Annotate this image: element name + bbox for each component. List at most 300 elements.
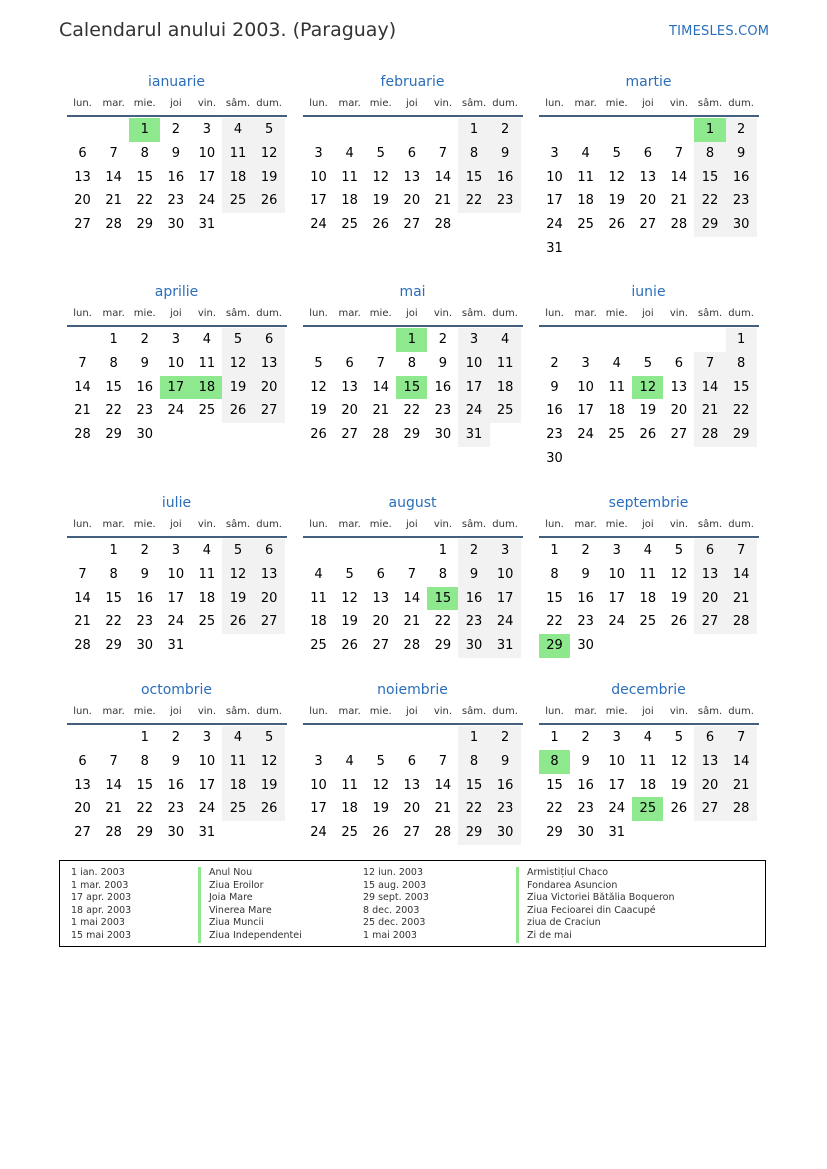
day-cell: 27 (694, 610, 725, 634)
day-cell: 31 (458, 423, 489, 447)
day-cell: 13 (403, 777, 421, 793)
day-cell: 25 (310, 638, 327, 654)
day-cell: 31 (198, 825, 216, 841)
day-cell: 22 (434, 614, 452, 630)
day-cell: 7 (407, 566, 416, 582)
day-cell: 11 (222, 142, 253, 166)
weekday-label: mar. (102, 308, 125, 319)
day-cell: 26 (341, 638, 358, 654)
day-cell: 12 (670, 566, 688, 582)
day-cell: 5 (612, 145, 621, 161)
month-iulie (67, 492, 289, 658)
day-cell: 22 (403, 403, 421, 419)
weekday-label: joi (169, 98, 182, 109)
day-cell: 3 (581, 355, 590, 371)
empty-cell (67, 539, 98, 563)
day-cell: 1 (458, 118, 489, 142)
legend-holiday-name: Armistițiul Chaco (516, 867, 608, 880)
day-cell: 8 (550, 566, 559, 582)
legend-date: 1 mar. 2003 (71, 879, 129, 891)
header-rule (539, 115, 759, 117)
weekday-label: mie. (133, 308, 156, 319)
day-cell: 12 (341, 590, 358, 606)
day-cell: 1 (550, 730, 559, 745)
day-cell: 17 (458, 376, 489, 400)
legend-date: 8 dec. 2003 (363, 904, 420, 916)
day-cell: 12 (608, 169, 625, 185)
day-cell: 3 (202, 122, 212, 137)
day-cell: 10 (310, 169, 327, 185)
day-cell: 28 (74, 638, 91, 654)
weekday-label: lun. (73, 706, 92, 717)
header-rule (67, 723, 287, 725)
day-cell: 10 (198, 753, 216, 769)
weekday-label: lun. (73, 519, 92, 530)
month-name: septembrie (608, 495, 689, 511)
day-cell: 12 (254, 750, 285, 774)
day-cell: 29 (726, 423, 757, 447)
day-cell: 29 (694, 213, 725, 237)
empty-cell (663, 328, 694, 352)
header-rule (539, 723, 759, 725)
day-cell: 18 (639, 777, 657, 793)
empty-cell (334, 118, 365, 142)
empty-cell (570, 328, 601, 352)
legend-holiday-name: Zi de mai (516, 930, 572, 943)
day-cell: 24 (167, 614, 185, 630)
day-cell: 18 (608, 403, 625, 419)
weekday-label: joi (405, 308, 418, 319)
weekday-label: mar. (338, 308, 361, 319)
weekday-label: vin. (433, 519, 453, 530)
day-cell: 6 (345, 355, 354, 371)
day-cell: 15 (458, 774, 489, 798)
day-cell: 30 (136, 638, 153, 654)
day-cell: 3 (458, 328, 489, 352)
day-cell: 16 (167, 777, 185, 793)
day-cell: 16 (577, 777, 594, 793)
day-cell: 22 (458, 797, 489, 821)
day-cell: 4 (643, 730, 652, 745)
day-cell: 26 (639, 427, 657, 443)
day-cell: 15 (136, 777, 153, 793)
day-cell: 5 (674, 543, 684, 558)
day-cell: 23 (726, 189, 757, 213)
day-cell: 21 (74, 403, 91, 419)
day-cell: 26 (608, 217, 625, 233)
weekday-label: lun. (545, 98, 564, 109)
day-cell: 25 (608, 427, 625, 443)
day-cell: 15 (458, 166, 489, 190)
day-grid (539, 118, 761, 261)
day-cell: 25 (341, 825, 358, 841)
day-cell: 18 (310, 614, 327, 630)
day-cell: 23 (490, 797, 521, 821)
brand-link[interactable]: TIMESLES.COM (669, 24, 770, 39)
day-cell: 27 (403, 825, 421, 841)
empty-cell (663, 118, 694, 142)
empty-cell (427, 118, 458, 142)
empty-cell (303, 726, 334, 750)
weekday-label: sâm. (697, 98, 723, 109)
day-cell: 11 (310, 590, 327, 606)
holiday-day-cell: 15 (396, 376, 427, 400)
day-cell: 21 (74, 614, 91, 630)
weekday-label: joi (405, 519, 418, 530)
weekday-label: sâm. (225, 706, 251, 717)
day-cell: 9 (550, 379, 559, 395)
day-cell: 28 (670, 217, 688, 233)
day-cell: 28 (434, 217, 452, 233)
empty-cell (303, 118, 334, 142)
day-cell: 2 (458, 539, 489, 563)
day-cell: 28 (372, 427, 389, 443)
weekday-label: dum. (728, 98, 754, 109)
day-cell: 28 (726, 610, 757, 634)
day-cell: 19 (222, 376, 253, 400)
month-name: aprilie (154, 284, 199, 300)
day-cell: 11 (198, 355, 216, 371)
month-name: ianuarie (147, 74, 206, 90)
day-cell: 24 (167, 403, 185, 419)
empty-cell (427, 726, 458, 750)
day-cell: 11 (222, 750, 253, 774)
day-cell: 2 (140, 543, 149, 558)
day-cell: 30 (136, 427, 153, 443)
day-cell: 18 (639, 590, 657, 606)
day-cell: 9 (171, 753, 180, 769)
weekday-label: vin. (197, 98, 217, 109)
day-cell: 17 (608, 590, 625, 606)
weekday-label: mie. (369, 308, 392, 319)
weekday-label: mie. (369, 519, 392, 530)
day-cell: 28 (74, 427, 91, 443)
day-cell: 19 (222, 587, 253, 611)
day-cell: 9 (581, 753, 590, 769)
weekday-label: mar. (574, 98, 597, 109)
month-name: martie (625, 74, 672, 90)
day-cell: 27 (403, 217, 421, 233)
weekday-label: mie. (605, 308, 628, 319)
day-cell: 17 (577, 403, 594, 419)
day-cell: 22 (105, 403, 122, 419)
day-cell: 1 (438, 543, 448, 558)
page-title: Calendarul anului 2003. (Paraguay) (59, 19, 397, 41)
day-cell: 9 (458, 563, 489, 587)
day-cell: 2 (490, 118, 521, 142)
day-cell: 27 (694, 797, 725, 821)
weekday-label: vin. (669, 519, 689, 530)
day-cell: 19 (254, 774, 285, 798)
empty-cell (67, 328, 98, 352)
weekday-label: sâm. (225, 519, 251, 530)
day-cell: 20 (254, 376, 285, 400)
day-cell: 14 (726, 750, 757, 774)
day-cell: 27 (74, 825, 91, 841)
legend-holiday-name: ziua de Craciun (516, 917, 601, 930)
day-cell: 12 (372, 777, 389, 793)
weekday-header (539, 514, 761, 536)
day-cell: 5 (222, 328, 253, 352)
day-grid (67, 539, 289, 658)
legend-date: 25 dec. 2003 (363, 917, 426, 929)
day-cell: 26 (310, 427, 327, 443)
day-cell: 8 (109, 355, 118, 371)
day-cell: 4 (314, 566, 323, 582)
weekday-label: lun. (545, 706, 564, 717)
day-cell: 13 (74, 169, 91, 185)
day-cell: 1 (140, 730, 149, 745)
weekday-header (67, 514, 289, 536)
day-cell: 23 (490, 189, 521, 213)
empty-cell (632, 118, 663, 142)
day-cell: 7 (109, 753, 118, 769)
day-cell: 26 (670, 614, 688, 630)
day-cell: 7 (109, 145, 118, 161)
weekday-label: dum. (256, 519, 282, 530)
day-cell: 12 (670, 753, 688, 769)
day-cell: 10 (198, 145, 216, 161)
day-cell: 17 (310, 193, 327, 209)
day-cell: 26 (222, 399, 253, 423)
holiday-day-cell: 8 (539, 750, 570, 774)
day-cell: 8 (438, 566, 448, 582)
day-cell: 23 (136, 614, 153, 630)
weekday-label: vin. (197, 706, 217, 717)
day-cell: 24 (198, 801, 216, 817)
day-cell: 16 (136, 590, 153, 606)
weekday-label: sâm. (225, 308, 251, 319)
legend-date: 1 mai 2003 (363, 930, 417, 941)
legend-holiday-name: Ziua Independentei (198, 930, 302, 943)
day-cell: 28 (105, 217, 122, 233)
day-cell: 20 (639, 193, 657, 209)
month-martie (539, 71, 761, 261)
day-cell: 17 (198, 777, 216, 793)
month-name: iunie (631, 284, 666, 300)
weekday-label: vin. (197, 519, 217, 530)
day-cell: 31 (546, 240, 563, 256)
day-cell: 25 (198, 403, 216, 419)
day-cell: 18 (341, 193, 358, 209)
day-cell: 15 (546, 590, 563, 606)
month-name: decembrie (611, 682, 686, 698)
day-cell: 25 (341, 217, 358, 233)
day-cell: 5 (314, 355, 323, 371)
empty-cell (539, 328, 570, 352)
day-cell: 30 (490, 821, 521, 845)
empty-cell (365, 726, 396, 750)
weekday-label: dum. (492, 308, 518, 319)
day-cell: 6 (694, 726, 725, 750)
empty-cell (303, 328, 334, 352)
legend-date: 29 sept. 2003 (363, 892, 429, 904)
weekday-header (539, 701, 761, 723)
day-cell: 24 (608, 614, 625, 630)
day-cell: 18 (198, 590, 216, 606)
day-grid (67, 726, 289, 845)
day-cell: 20 (74, 193, 91, 209)
day-cell: 28 (694, 423, 725, 447)
header-rule (303, 536, 523, 538)
day-cell: 16 (490, 774, 521, 798)
day-cell: 16 (434, 379, 452, 395)
day-cell: 14 (694, 376, 725, 400)
weekday-label: lun. (309, 519, 328, 530)
month-name: iulie (161, 495, 192, 511)
empty-cell (601, 328, 632, 352)
day-cell: 22 (546, 801, 563, 817)
day-cell: 5 (376, 753, 385, 769)
day-cell: 4 (345, 145, 354, 161)
weekday-label: mar. (338, 98, 361, 109)
day-cell: 10 (608, 566, 625, 582)
weekday-label: mar. (338, 519, 361, 530)
month-name: februarie (380, 74, 445, 90)
day-cell: 23 (136, 403, 153, 419)
day-cell: 22 (694, 189, 725, 213)
day-cell: 28 (105, 825, 122, 841)
day-cell: 18 (577, 193, 594, 209)
holiday-day-cell: 1 (129, 118, 160, 142)
weekday-label: joi (405, 98, 418, 109)
holiday-day-cell: 15 (427, 587, 458, 611)
header-rule (303, 723, 523, 725)
month-noiembrie (303, 679, 525, 845)
empty-cell (303, 539, 334, 563)
day-grid (303, 118, 525, 237)
day-cell: 23 (458, 610, 489, 634)
day-cell: 9 (581, 566, 590, 582)
day-cell: 26 (670, 801, 688, 817)
day-cell: 10 (458, 352, 489, 376)
month-februarie (303, 71, 525, 237)
day-cell: 7 (726, 539, 757, 563)
day-cell: 2 (438, 332, 448, 347)
day-cell: 2 (171, 730, 180, 745)
day-cell: 8 (140, 753, 149, 769)
weekday-label: mar. (102, 706, 125, 717)
month-name: mai (399, 284, 426, 300)
day-cell: 29 (434, 638, 452, 654)
empty-cell (396, 726, 427, 750)
day-cell: 6 (78, 753, 87, 769)
month-decembrie (539, 679, 761, 845)
day-cell: 26 (372, 825, 389, 841)
day-cell: 25 (490, 399, 521, 423)
weekday-header (67, 303, 289, 325)
day-cell: 29 (458, 821, 489, 845)
empty-cell (67, 118, 98, 142)
day-cell: 6 (254, 328, 285, 352)
weekday-label: vin. (433, 706, 453, 717)
day-cell: 7 (674, 145, 684, 161)
weekday-label: dum. (256, 98, 282, 109)
day-cell: 20 (341, 403, 358, 419)
weekday-label: vin. (433, 98, 453, 109)
day-cell: 19 (310, 403, 327, 419)
day-cell: 29 (403, 427, 421, 443)
weekday-label: dum. (728, 519, 754, 530)
day-cell: 4 (202, 543, 212, 558)
day-cell: 30 (167, 217, 185, 233)
month-name: august (388, 495, 437, 511)
day-cell: 17 (198, 169, 216, 185)
day-cell: 3 (314, 753, 323, 769)
day-cell: 10 (490, 563, 521, 587)
empty-cell (98, 726, 129, 750)
day-cell: 9 (490, 142, 521, 166)
weekday-label: mar. (102, 98, 125, 109)
day-cell: 23 (577, 614, 594, 630)
day-grid (539, 726, 761, 845)
legend-date: 12 iun. 2003 (363, 867, 424, 878)
day-cell: 26 (222, 610, 253, 634)
day-cell: 6 (376, 566, 385, 582)
day-cell: 11 (577, 169, 594, 185)
weekday-label: joi (641, 98, 654, 109)
weekday-label: mie. (133, 519, 156, 530)
empty-cell (396, 539, 427, 563)
day-cell: 21 (434, 801, 452, 817)
legend-date: 18 apr. 2003 (71, 904, 132, 916)
day-cell: 10 (608, 753, 625, 769)
day-cell: 3 (171, 332, 180, 347)
day-cell: 14 (403, 590, 421, 606)
weekday-label: lun. (309, 308, 328, 319)
day-cell: 11 (341, 169, 358, 185)
weekday-header (303, 303, 525, 325)
day-cell: 19 (639, 403, 657, 419)
weekday-label: mie. (605, 706, 628, 717)
day-cell: 14 (670, 169, 688, 185)
weekday-label: joi (641, 519, 654, 530)
day-cell: 5 (674, 730, 684, 745)
weekday-label: mie. (605, 98, 628, 109)
day-cell: 20 (694, 774, 725, 798)
day-cell: 21 (434, 193, 452, 209)
day-cell: 4 (222, 118, 253, 142)
day-cell: 3 (314, 145, 323, 161)
day-cell: 31 (198, 217, 216, 233)
day-cell: 10 (167, 566, 185, 582)
day-cell: 10 (546, 169, 563, 185)
day-cell: 15 (136, 169, 153, 185)
day-cell: 25 (222, 189, 253, 213)
day-cell: 13 (341, 379, 358, 395)
weekday-header (303, 701, 525, 723)
day-cell: 9 (140, 355, 149, 371)
day-grid (303, 328, 525, 447)
day-cell: 10 (310, 777, 327, 793)
weekday-label: vin. (197, 308, 217, 319)
holiday-day-cell: 25 (632, 797, 663, 821)
day-cell: 19 (372, 801, 389, 817)
day-cell: 20 (670, 403, 688, 419)
day-cell: 3 (490, 539, 521, 563)
empty-cell (334, 726, 365, 750)
weekday-label: sâm. (461, 98, 487, 109)
day-cell: 8 (458, 750, 489, 774)
month-septembrie (539, 492, 761, 658)
day-cell: 19 (372, 193, 389, 209)
legend-holiday-name: Anul Nou (198, 867, 252, 880)
day-cell: 1 (550, 543, 559, 558)
day-cell: 31 (490, 634, 521, 658)
day-cell: 6 (643, 145, 652, 161)
day-cell: 12 (310, 379, 327, 395)
weekday-label: sâm. (461, 308, 487, 319)
